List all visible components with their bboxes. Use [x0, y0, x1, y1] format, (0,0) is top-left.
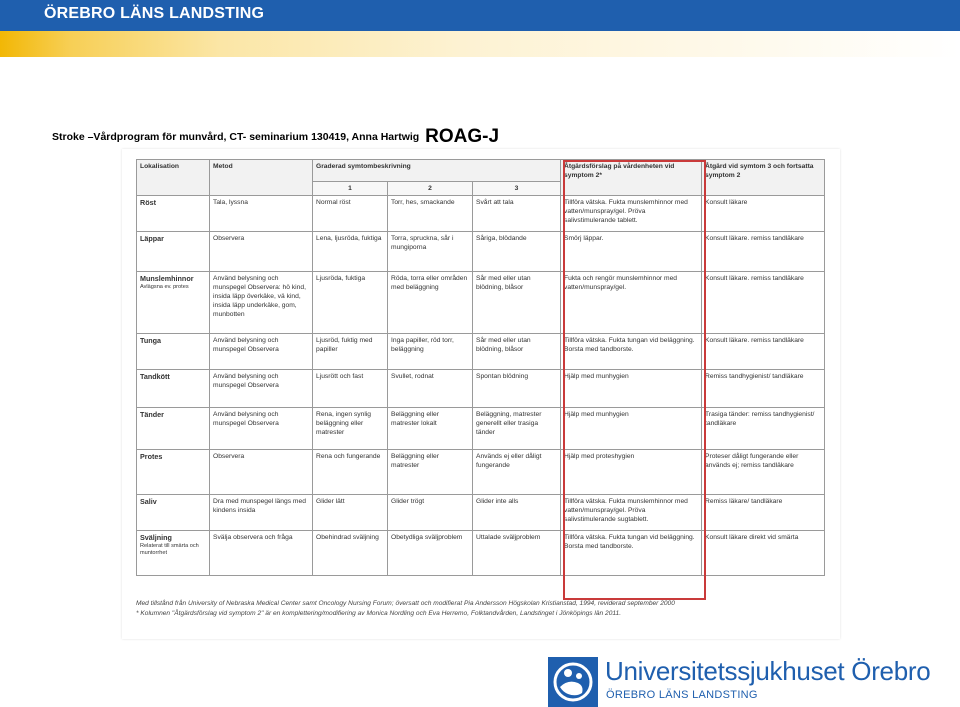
cell-g1: Glider lätt	[313, 495, 388, 531]
row-label	[137, 531, 210, 576]
cell-g3: Används ej eller dåligt fungerande	[473, 450, 561, 495]
cell-atgard: Konsult läkare. remiss tandläkare	[702, 232, 825, 272]
cell-metod: Svälja observera och fråga	[210, 531, 313, 576]
logo-name: Universitetssjukhuset Örebro	[605, 656, 931, 686]
logo-subtitle: ÖREBRO LÄNS LANDSTING	[606, 689, 758, 701]
table-row	[137, 370, 825, 408]
row-label	[137, 196, 210, 232]
cell-metod: Tala, lyssna	[210, 196, 313, 232]
table-row	[137, 408, 825, 450]
cell-atgard: Konsult läkare. remiss tandläkare	[702, 334, 825, 370]
cell-g3: Såriga, blödande	[473, 232, 561, 272]
row-label-sub: Relaterat till smärta och muntorrhet	[140, 542, 199, 557]
cell-g3: Uttalade sväljproblem	[473, 531, 561, 576]
cell-metod: Använd belysning och munspegel Observera	[210, 334, 313, 370]
footnote-column: * Kolumnen "Åtgärdsförslag vid symptom 2" är en komplettering/modifiering av Monica Nordling och Eva Herremo, Folktandvården, Landstinget i Jönköpings län 2011.	[136, 609, 622, 617]
cell-forslag: Tillföra vätska. Fukta tungan vid beläggning. Borsta med tandborste.	[561, 531, 702, 576]
cell-forslag: Tillföra vätska. Fukta tungan vid beläggning. Borsta med tandborste.	[561, 334, 702, 370]
cell-g2: Glider trögt	[388, 495, 473, 531]
grade-1: 1	[313, 182, 388, 196]
row-label-text: Tunga	[140, 336, 162, 346]
cell-forslag: Hjälp med proteshygien	[561, 450, 702, 495]
row-label	[137, 232, 210, 272]
row-label-text: Protes	[140, 452, 163, 462]
cell-g2: Svullet, rodnat	[388, 370, 473, 408]
cell-g1: Rena, ingen synlig beläggning eller matrester	[313, 408, 388, 450]
table-row	[137, 495, 825, 531]
grade-3: 3	[473, 182, 561, 196]
brand-name: ÖREBRO LÄNS LANDSTING	[44, 5, 265, 22]
row-label-text: Tänder	[140, 410, 164, 420]
cell-g2: Inga papiller, röd torr, beläggning	[388, 334, 473, 370]
roag-table	[136, 159, 825, 576]
header-graderad: Graderad symtombeskrivning	[313, 160, 561, 182]
row-label-text: Sväljning	[140, 533, 172, 543]
row-label	[137, 272, 210, 334]
top-banner	[0, 0, 960, 31]
row-label-text: Saliv	[140, 497, 157, 507]
cell-g2: Beläggning eller matrester lokalt	[388, 408, 473, 450]
row-label	[137, 334, 210, 370]
roag-table-image	[122, 149, 840, 639]
cell-g1: Ljusröda, fuktiga	[313, 272, 388, 334]
cell-metod: Observera	[210, 450, 313, 495]
cell-g1: Ljusröd, fuktig med papiller	[313, 334, 388, 370]
table-row	[137, 232, 825, 272]
header-atgard: Åtgärd vid symtom 3 och fortsatta symptom 2	[702, 160, 825, 196]
hospital-logo-icon	[548, 657, 598, 707]
cell-atgard: Proteser dåligt fungerande eller används ej; remiss tandläkare	[702, 450, 825, 495]
cell-g3: Glider inte alls	[473, 495, 561, 531]
cell-g3: Svårt att tala	[473, 196, 561, 232]
table-row	[137, 450, 825, 495]
cell-atgard: Remiss tandhygienist/ tandläkare	[702, 370, 825, 408]
row-label-text: Munslemhinnor	[140, 274, 194, 284]
cell-metod: Använd belysning och munspegel Observera	[210, 370, 313, 408]
cell-g2: Torr, hes, smackande	[388, 196, 473, 232]
cell-g2: Beläggning eller matrester	[388, 450, 473, 495]
cell-atgard: Trasiga tänder: remiss tandhygienist/ tandläkare	[702, 408, 825, 450]
cell-atgard: Remiss läkare/ tandläkare	[702, 495, 825, 531]
cell-g1: Lena, ljusröda, fuktiga	[313, 232, 388, 272]
slide-title	[52, 124, 499, 146]
cell-forslag: Hjälp med munhygien	[561, 370, 702, 408]
row-label-text: Läppar	[140, 234, 164, 244]
cell-metod: Dra med munspegel längs med kindens insida	[210, 495, 313, 531]
table-row	[137, 272, 825, 334]
cell-g2: Torra, spruckna, sår i mungiporna	[388, 232, 473, 272]
cell-g3: Sår med eller utan blödning, blåsor	[473, 272, 561, 334]
cell-g2: Obetydliga sväljproblem	[388, 531, 473, 576]
row-label	[137, 495, 210, 531]
row-label	[137, 370, 210, 408]
row-label	[137, 408, 210, 450]
slide-title-text: Stroke –Vårdprogram för munvård, CT- seminarium 130419, Anna Hartwig	[52, 131, 420, 143]
cell-g1: Obehindrad sväljning	[313, 531, 388, 576]
cell-metod: Använd belysning och munspegel Observera	[210, 408, 313, 450]
cell-atgard: Konsult läkare. remiss tandläkare	[702, 272, 825, 334]
table-row	[137, 334, 825, 370]
header-lokalisation: Lokalisation	[137, 160, 210, 196]
cell-metod: Använd belysning och munspegel Observera: hö kind, insida läpp överkäke, vä kind, insida läpp underkäke, gom, munbotten	[210, 272, 313, 334]
cell-g2: Röda, torra eller områden med beläggning	[388, 272, 473, 334]
header-atgardsforslag: Åtgärdsförslag på vårdenheten vid symptom 2*	[561, 160, 702, 196]
footnote-source: Med tillstånd från University of Nebraska Medical Center samt Oncology Nursing Forum; översatt och modifierat Pia Andersson Högskolan Kristianstad, 1994, reviderad september 2000	[136, 600, 675, 607]
table-body	[137, 196, 825, 576]
cell-forslag: Fukta och rengör munslemhinnor med vatten/munspray/gel.	[561, 272, 702, 334]
cell-forslag: Tillföra vätska. Fukta munslemhinnor med vatten/munspray/gel. Pröva salivstimulerande sugtablett.	[561, 495, 702, 531]
cell-g1: Rena och fungerande	[313, 450, 388, 495]
grade-2: 2	[388, 182, 473, 196]
row-label-text: Tandkött	[140, 372, 170, 382]
cell-metod: Observera	[210, 232, 313, 272]
table-footnote	[136, 599, 826, 618]
cell-forslag: Hjälp med munhygien	[561, 408, 702, 450]
row-label	[137, 450, 210, 495]
slide-title-big: ROAG-J	[425, 126, 500, 147]
cell-g1: Ljusrött och fast	[313, 370, 388, 408]
cell-g1: Normal röst	[313, 196, 388, 232]
cell-g3: Sår med eller utan blödning, blåsor	[473, 334, 561, 370]
cell-atgard: Konsult läkare direkt vid smärta	[702, 531, 825, 576]
header-metod: Metod	[210, 160, 313, 196]
row-label-sub: Avlägsna ev. protes	[140, 283, 189, 290]
cell-forslag: Smörj läppar.	[561, 232, 702, 272]
table-row	[137, 196, 825, 232]
cell-g3: Spontan blödning	[473, 370, 561, 408]
cell-g3: Beläggning, matrester generellt eller trasiga tänder	[473, 408, 561, 450]
table-row	[137, 531, 825, 576]
cell-atgard: Konsult läkare	[702, 196, 825, 232]
cell-forslag: Tillföra vätska. Fukta munslemhinnor med vatten/munspray/gel. Pröva salivstimulerande tablett.	[561, 196, 702, 232]
accent-stripe	[0, 31, 960, 57]
row-label-text: Röst	[140, 198, 156, 208]
